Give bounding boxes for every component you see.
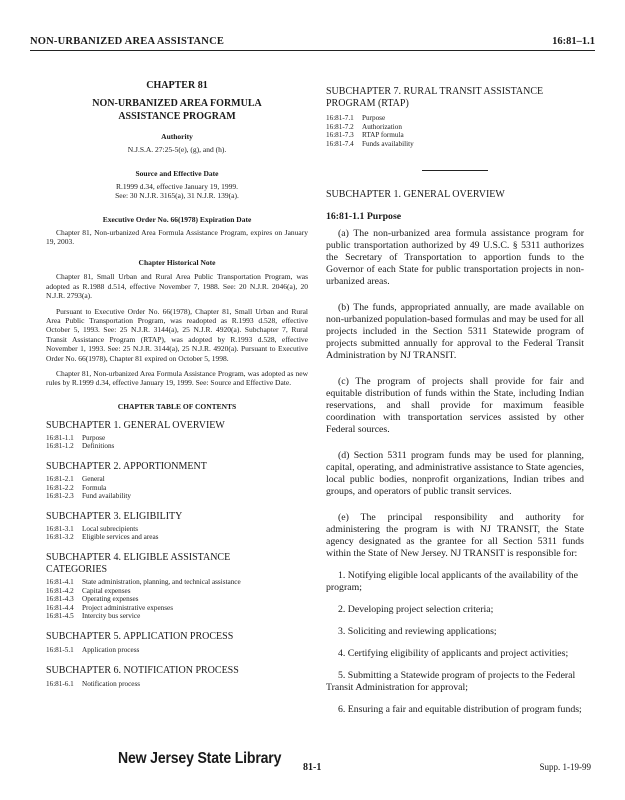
- toc-subchapter-2: [46, 461, 308, 501]
- section-number: 16:81-6.1: [46, 679, 74, 688]
- subchapter-1-heading: SUBCHAPTER 1. GENERAL OVERVIEW: [326, 189, 505, 201]
- paragraph-d: (d) Section 5311 program funds may be used for planning, capital, operating, and administrative assistance to State agencies, local public bodies, nonprofit organizations, Indian tribes and groups, and operators of public transit services.: [326, 450, 584, 498]
- section-name: Capital expenses: [82, 586, 131, 595]
- chapter-title: NON-URBANIZED AREA FORMULA ASSISTANCE PROGRAM: [92, 98, 262, 122]
- toc-subchapter-title: SUBCHAPTER 6. NOTIFICATION PROCESS: [46, 664, 239, 676]
- section-number: 16:81-4.2: [46, 586, 74, 595]
- toc-subchapter-title: SUBCHAPTER 1. GENERAL OVERVIEW: [46, 419, 225, 431]
- toc-section-row[interactable]: [46, 578, 308, 587]
- authority-heading: Authority: [161, 132, 193, 141]
- toc-section-row[interactable]: [326, 123, 584, 132]
- section-number: 16:81-3.1: [46, 524, 74, 533]
- authority-text: N.J.S.A. 27:25-5(e), (g), and (h).: [127, 145, 227, 154]
- right-column: [326, 86, 584, 716]
- list-item: 4. Certifying eligibility of applicants and project activities;: [338, 648, 569, 660]
- section-number: 16:81-5.1: [46, 645, 74, 654]
- historical-note-p1: Chapter 81, Small Urban and Rural Area Public Transportation Program, was adopted as R.1988 d.514, effective November 7, 1988. See: 20 N.J.R. 2046(a), 20 N.J.R. 2793(a).: [46, 272, 308, 301]
- section-number: 16:81-7.1: [326, 114, 354, 122]
- toc-section-row[interactable]: [46, 612, 308, 621]
- section-name: Local subrecipients: [82, 524, 139, 533]
- exec-order-heading: Executive Order No. 66(1978) Expiration Date: [102, 214, 252, 224]
- section-number: 16:81-1.2: [46, 442, 74, 451]
- toc-section-row[interactable]: [46, 680, 308, 689]
- left-column: [46, 78, 308, 688]
- section-heading: 16:81-1.1 Purpose: [326, 211, 402, 223]
- paragraph-b: (b) The funds, appropriated annually, are made available on non-urbanized population-based formulas and may be used for all projects included in the Section 5311 Statewide program of projects submitted annually for approval to the Federal Transit Administration by NJ TRANSIT.: [326, 302, 584, 362]
- section-name: Funds availability: [362, 139, 414, 148]
- historical-note-p2: Pursuant to Executive Order No. 66(1978), Chapter 81, Small Urban and Rural Area Public Transportation Program, was readopted as R.1993 d.528, effective October 5, 1993. See: 25 N.J.R. 3144(a), 25 N.J.R. 4920(a). Subchapter 7, Rural Transit Assistance Program (RTAP), was adopted by R.1993 d.528, effective November 1, 1993. See: 25 N.J.R. 3144(a), 25 N.J.R. 4920(a). Pursuant to Executive Order No. 66(1978), Chapter 81 expired on October 5, 1998.: [46, 306, 308, 363]
- chapter-number: CHAPTER 81: [146, 80, 208, 91]
- section-number: 16:81-1.1: [46, 433, 74, 442]
- paragraph-c: (c) The program of projects shall provide for fair and equitable distribution of funds within the State, including Indian reservations, and shall provide for maximum feasible coordination with transportation services assisted by other Federal sources.: [326, 376, 584, 436]
- list-item: 3. Soliciting and reviewing applications;: [338, 626, 497, 638]
- section-name: State administration, planning, and technical assistance: [82, 577, 241, 586]
- toc-section-row[interactable]: [46, 442, 308, 451]
- toc-subchapter-3: [46, 511, 308, 542]
- section-number: 16:81-2.3: [46, 492, 74, 501]
- toc-section-row[interactable]: [46, 587, 308, 596]
- source-heading: Source and Effective Date: [135, 168, 219, 178]
- section-name: Application process: [82, 645, 140, 654]
- toc-subchapter-title: SUBCHAPTER 5. APPLICATION PROCESS: [46, 630, 234, 642]
- toc-subchapter-5: [46, 631, 308, 655]
- toc-subchapter-6: [46, 665, 308, 689]
- divider-rule: [422, 170, 488, 171]
- section-name: Purpose: [82, 433, 106, 442]
- section-number: 16:81-4.3: [46, 595, 74, 604]
- toc-subchapter-title: SUBCHAPTER 4. ELIGIBLE ASSISTANCE CATEGORIES: [46, 551, 231, 575]
- toc-subchapter-1: [46, 420, 308, 451]
- section-name: Intercity bus service: [82, 612, 141, 621]
- toc-section-row[interactable]: [46, 533, 308, 542]
- toc-section-row[interactable]: [46, 475, 308, 484]
- toc-heading: CHAPTER TABLE OF CONTENTS: [117, 401, 237, 411]
- toc-section-row[interactable]: [46, 434, 308, 443]
- section-number: 16:81-3.2: [46, 533, 74, 542]
- library-watermark: New Jersey State Library: [118, 750, 282, 767]
- section-name: Fund availability: [82, 492, 131, 501]
- toc-subchapter-title: SUBCHAPTER 3. ELIGIBILITY: [46, 510, 183, 522]
- section-name: Eligible services and areas: [82, 533, 159, 542]
- paragraph-a: (a) The non-urbanized area formula assistance program for public transportation authorized by 49 U.S.C. § 5311 authorizes the Secretary of Transportation to apportion funds to the Governor of each State for public transportation projects in non-urbanized areas.: [326, 228, 584, 288]
- source-line-1: R.1999 d.34, effective January 19, 1999.: [116, 181, 238, 191]
- section-number: 16:81-4.4: [46, 603, 74, 612]
- historical-note-p3: Chapter 81, Non-urbanized Area Formula Assistance Program, was adopted as new rules by R.1999 d.34, effective January 19, 1999. See: Source and Effective Date.: [46, 368, 308, 388]
- toc-section-row[interactable]: [46, 604, 308, 613]
- section-name: Operating expenses: [82, 595, 139, 604]
- section-number: 16:81-2.1: [46, 474, 74, 483]
- list-item: 2. Developing project selection criteria;: [338, 604, 494, 616]
- section-number: 16:81-2.2: [46, 483, 74, 492]
- running-header-right: 16:81–1.1: [552, 36, 595, 47]
- toc-section-row[interactable]: [46, 646, 308, 655]
- running-header-left: NON-URBANIZED AREA ASSISTANCE: [30, 36, 225, 47]
- toc-section-row[interactable]: [46, 595, 308, 604]
- toc-subchapter-title: SUBCHAPTER 2. APPORTIONMENT: [46, 460, 207, 472]
- section-name: Project administrative expenses: [82, 603, 174, 612]
- toc-subchapter-4: [46, 552, 308, 621]
- page-number: 81-1: [303, 762, 322, 773]
- historical-note-heading: Chapter Historical Note: [138, 258, 216, 268]
- section-name: Formula: [82, 483, 107, 492]
- section-number: 16:81-4.1: [46, 577, 74, 586]
- toc-section-row[interactable]: [46, 492, 308, 501]
- section-number: 16:81-4.5: [46, 612, 74, 621]
- section-name: Definitions: [82, 442, 115, 451]
- section-number: 16:81-7.3: [326, 131, 354, 140]
- toc-section-row[interactable]: [46, 484, 308, 493]
- supplement-date: Supp. 1-19-99: [539, 762, 591, 772]
- list-item: 5. Submitting a Statewide program of projects to the Federal Transit Administration for approval;: [326, 670, 576, 694]
- exec-order-text: Chapter 81, Non-urbanized Area Formula Assistance Program, expires on January 19, 2003.: [46, 227, 308, 246]
- toc-section-row[interactable]: [326, 114, 584, 123]
- list-item: 1. Notifying eligible local applicants of the availability of the program;: [326, 570, 578, 594]
- section-name: Authorization: [362, 122, 402, 131]
- section-name: Purpose: [362, 114, 386, 122]
- header-rule: [30, 50, 595, 51]
- toc-section-row[interactable]: [46, 525, 308, 534]
- toc-section-row[interactable]: [326, 140, 584, 149]
- toc-section-row[interactable]: [326, 131, 584, 140]
- source-line-2: See: 30 N.J.R. 3165(a), 31 N.J.R. 139(a).: [115, 191, 239, 200]
- paragraph-e: (e) The principal responsibility and authority for administering the program is with NJ TRANSIT, the State agency designated as the grantee for all Section 5311 funds within the State of New Jersey. NJ TRANSIT is responsible for:: [326, 512, 584, 560]
- section-name: RTAP formula: [362, 131, 404, 140]
- section-name: General: [82, 474, 105, 483]
- section-number: 16:81-7.4: [326, 139, 354, 148]
- section-number: 16:81-7.2: [326, 122, 354, 131]
- list-item: 6. Ensuring a fair and equitable distribution of program funds;: [338, 704, 582, 716]
- section-name: Notification process: [82, 679, 141, 688]
- toc-subchapter-7-title: SUBCHAPTER 7. RURAL TRANSIT ASSISTANCE PROGRAM (RTAP): [326, 86, 544, 109]
